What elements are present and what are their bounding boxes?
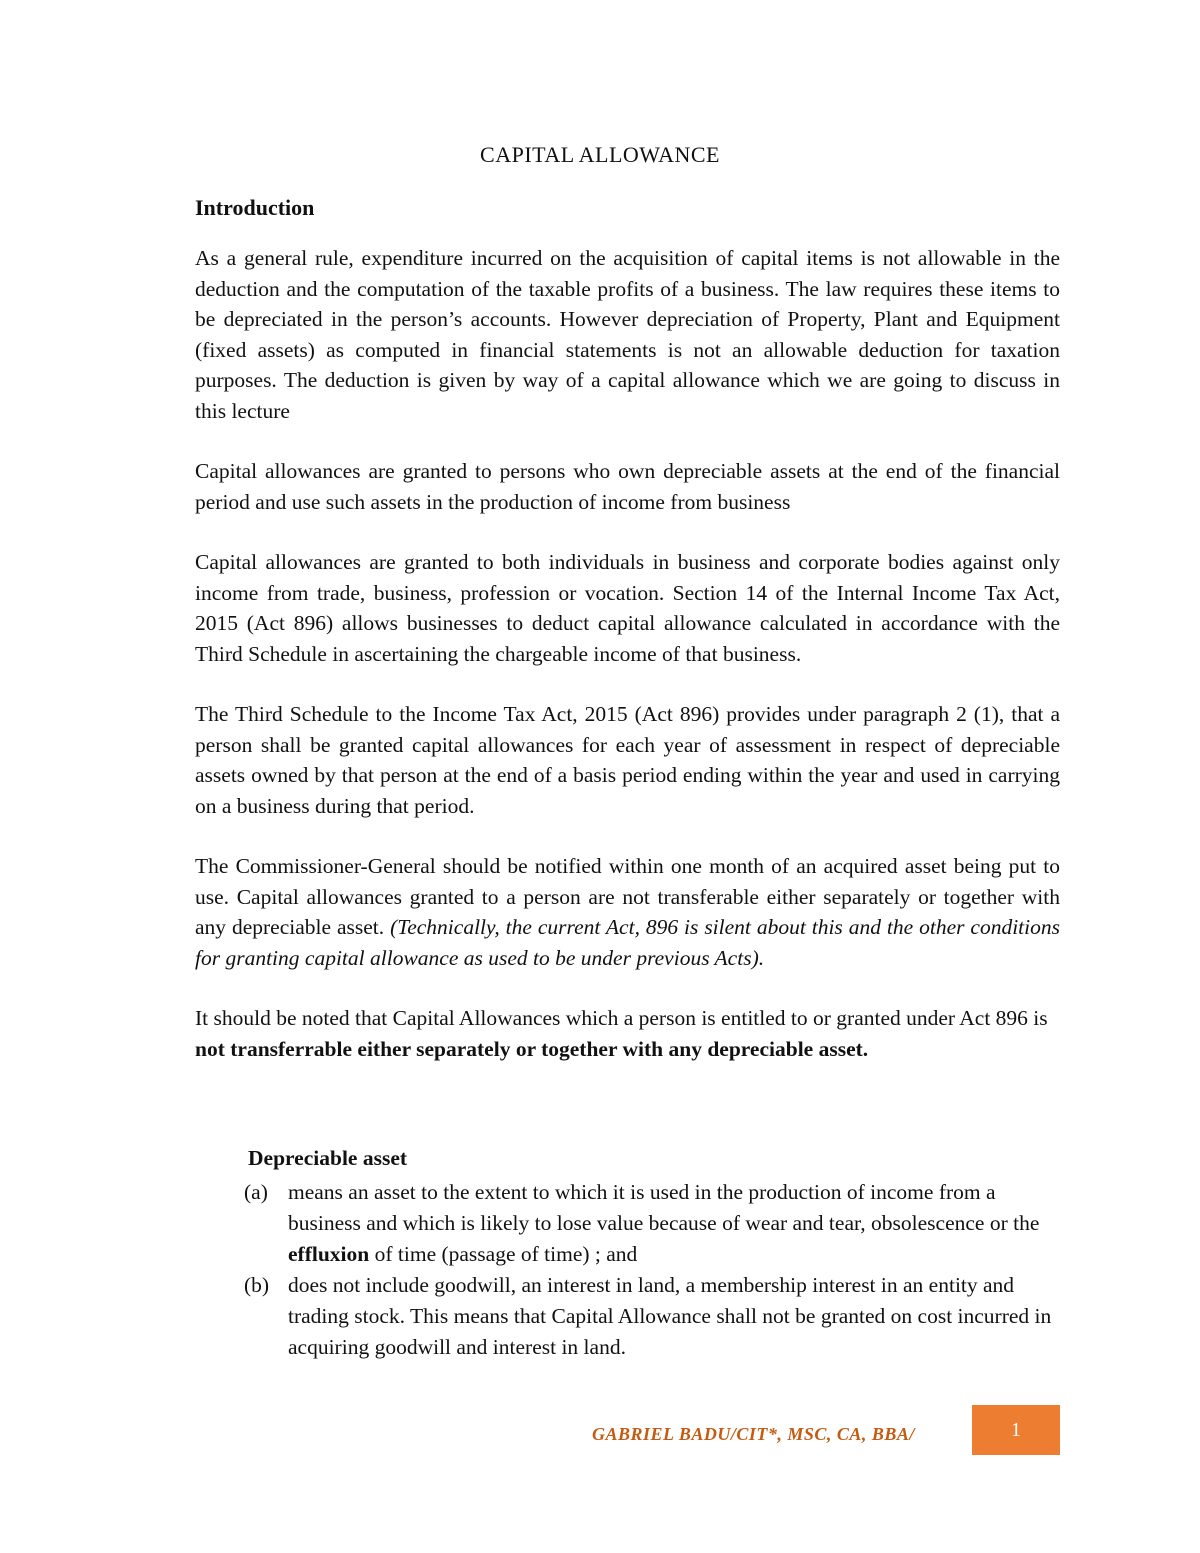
paragraph-6 (195, 1003, 1060, 1064)
paragraph-5 (195, 851, 1060, 973)
list-item-b-text: does not include goodwill, an interest in land, a membership interest in an entity and trading stock. This means that Capital Allowance shall not be granted on cost incurred in acquiring goodwill and interest in land. (288, 1273, 1052, 1359)
depreciable-asset-heading: Depreciable asset (248, 1146, 408, 1170)
footer-author: GABRIEL BADU/CIT*, MSC, CA, BBA/ (592, 1424, 915, 1444)
list-item (244, 1177, 1064, 1270)
list-item-a-post: of time (passage of time) ; and (369, 1242, 638, 1266)
section-heading-introduction: Introduction (195, 195, 315, 220)
page-number-box (972, 1405, 1060, 1455)
paragraph-2 (195, 456, 1060, 517)
paragraph-4 (195, 699, 1060, 821)
page-title: CAPITAL ALLOWANCE (480, 142, 720, 167)
definition-list (244, 1177, 1064, 1363)
list-item-a-text (288, 1177, 1064, 1270)
paragraph-1 (195, 243, 1060, 426)
list-item-a-pre: means an asset to the extent to which it is used in the production of income from a business and which is likely to lose value because of wear and tear, obsolescence or the (288, 1180, 1040, 1235)
list-item (244, 1270, 1064, 1363)
paragraph-4-text: The Third Schedule to the Income Tax Act, 2015 (Act 896) provides under paragraph 2 (1), that a person shall be granted capital allowances for each year of assessment in respect of depreciable assets owned by that person at the end of a basis period ending within the year and used in carrying on a business during that period. (195, 702, 1060, 818)
paragraph-5-italic-note: (Technically, the current Act, 896 is silent about this and the other conditions for granting capital allowance as used to be under previous Acts). (195, 915, 1060, 970)
paragraph-2-text: Capital allowances are granted to persons who own depreciable assets at the end of the financial period and use such assets in the production of income from business (195, 459, 1060, 514)
paragraph-5-text: The Commissioner-General should be notified within one month of an acquired asset being put to use. Capital allowances granted to a person are not transferable either separately or together with any depreciable asset. (195, 854, 1060, 939)
paragraph-6-bold-text: not transferrable either separately or together with any depreciable asset. (195, 1036, 869, 1061)
paragraph-3 (195, 547, 1060, 669)
list-marker-a: (a) (244, 1180, 268, 1204)
page-number: 1 (1011, 1418, 1021, 1441)
paragraph-3-text: Capital allowances are granted to both individuals in business and corporate bodies against only income from trade, business, profession or vocation. Section 14 of the Internal Income Tax Act, 2015 (Act 896) allows businesses to deduct capital allowance calculated in accordance with the Third Schedule in ascertaining the chargeable income of that business. (195, 550, 1060, 666)
paragraph-6-text: It should be noted that Capital Allowances which a person is entitled to or granted under Act 896 is (195, 1006, 1048, 1030)
paragraph-1-text: As a general rule, expenditure incurred on the acquisition of capital items is not allowable in the deduction and the computation of the taxable profits of a business. The law requires these items to be depreciated in the person’s accounts. However depreciation of Property, Plant and Equipment (fixed assets) as computed in financial statements is not an allowable deduction for taxation purposes. The deduction is given by way of a capital allowance which we are going to discuss in this lecture (195, 246, 1060, 423)
list-item-a-bold: effluxion (288, 1242, 370, 1266)
list-marker-b: (b) (244, 1273, 270, 1297)
